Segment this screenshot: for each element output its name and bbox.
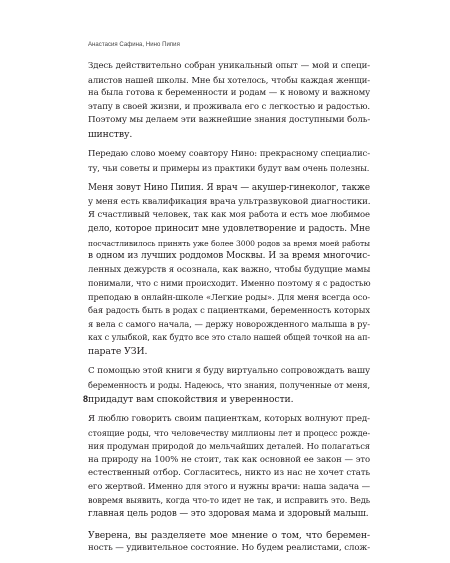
paragraph-nature	[88, 413, 370, 521]
text-line: Уверена, вы разделяете мое мнение о том, что беремен-	[88, 529, 370, 541]
text-line: вовремя выявить, когда что-то идет не так, и исправить это. Ведь	[88, 495, 370, 506]
text-line: Передаю слово моему соавтору Нино: прекрасному специалис-	[88, 149, 370, 160]
text-line: ленных дежурств я осознала, как важно, чтобы будущие мамы	[88, 264, 371, 275]
text-line: в одном из лучших роддомов Москвы. И за время многочис-	[88, 251, 370, 262]
paragraph-handover	[88, 148, 370, 175]
text-line: понимали, что с ними происходит. Именно поэтому я с радостью	[88, 278, 371, 289]
body-text	[88, 60, 370, 563]
text-line: я вела с самого начала, — держу новорожденного малыша в ру-	[88, 318, 370, 329]
text-line: у меня есть квалификация врача ультразвуковой диагностики.	[88, 196, 371, 207]
text-line: С помощью этой книги я буду виртуально сопровождать вашу	[88, 366, 370, 377]
text-line: дело, которое приносит мне удовлетворение и радость. Мне	[88, 224, 370, 235]
paragraph-book-support	[88, 365, 370, 406]
text-line: естественный отбор. Согласитесь, никто из нас не хочет стать	[88, 468, 370, 479]
text-line: ках с улыбкой, как будто все это стало нашей общей точкой на ап-	[88, 332, 370, 343]
text-line: Я люблю говорить своим пациенткам, которых волнуют пред-	[88, 414, 370, 425]
text-line: его жертвой. Именно для этого и нужны врачи: наша задача —	[88, 481, 370, 492]
text-line: алистов нашей школы. Мне бы хотелось, чтобы каждая женщи-	[88, 74, 370, 85]
text-line: на природу на 100% не стоит, так как основной ее закон — это	[88, 454, 370, 465]
paragraph-intro	[88, 60, 370, 141]
text-line: Здесь действительно собран уникальный опыт — мой и специ-	[88, 61, 370, 71]
text-line: шинству.	[88, 128, 133, 140]
text-line: парате УЗИ.	[88, 345, 148, 357]
text-line: беременность и роды. Надеюсь, что знания, полученные от меня,	[88, 380, 370, 391]
text-line: стоящие роды, что человечеству миллионы лет и процесс рожде-	[88, 427, 370, 438]
text-line: этапу в своей жизни, и проживала его с легкостью и радостью.	[88, 101, 370, 112]
text-line: Я счастливый человек, так как моя работа и есть мое любимое	[88, 210, 370, 221]
text-line: на была готова к беременности и родам — к новому и важному	[88, 88, 370, 99]
text-line: бая радость быть в родах с пациентками, беременность которых	[88, 305, 370, 316]
page-number: 8	[83, 394, 89, 404]
text-line: главная цель родов — это здоровая мама и здоровый малыш.	[88, 508, 369, 519]
text-line: придадут вам спокойствия и уверенности.	[88, 393, 294, 405]
text-line: ния продуман природой до мельчайших деталей. Но полагаться	[88, 441, 370, 452]
text-line: Меня зовут Нино Пипия. Я врач — акушер-гинеколог, также	[88, 183, 370, 194]
text-line: Поэтому мы делаем эти важнейшие знания доступными боль-	[88, 115, 371, 126]
text-line: ность — удивительное состояние. Но будем реалистами, слож-	[88, 543, 371, 554]
text-line: посчастливилось принять уже более 3000 родов за время моей работы	[88, 238, 370, 248]
text-line: преподаю в онлайн-школе «Легкие роды». Для меня всегда осо-	[88, 291, 370, 302]
paragraph-pregnancy-state	[88, 529, 370, 556]
paragraph-nino-intro	[88, 182, 370, 358]
text-line: ту, чьи советы и примеры из практики будут вам очень полезны.	[88, 162, 370, 173]
running-head: Анастасия Сафина, Нино Пипия	[88, 42, 180, 48]
